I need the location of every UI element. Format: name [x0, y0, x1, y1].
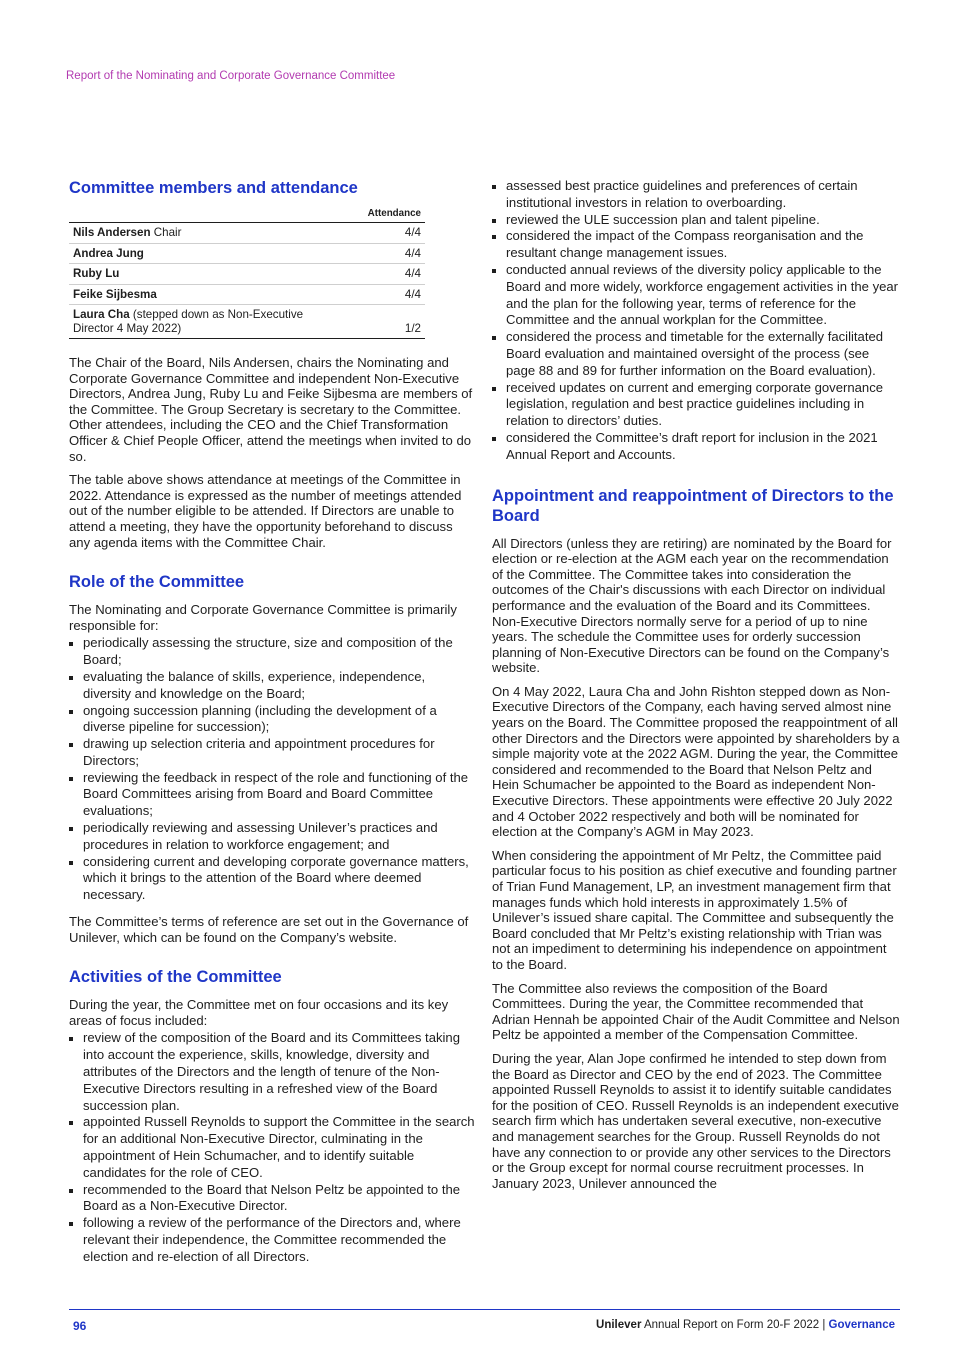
list-item: drawing up selection criteria and appointment procedures for Directors; [69, 736, 476, 770]
role-heading: Role of the Committee [69, 573, 245, 592]
list-item: received updates on current and emerging corporate governance legislation, regulation and best practice guidelines including in relation to directors’ duties. [492, 380, 900, 430]
attendance-value: 4/4 [357, 284, 425, 305]
footer-rule [69, 1309, 900, 1310]
member-note: Chair [150, 226, 182, 239]
right-column [492, 178, 900, 1199]
list-item: appointed Russell Reynolds to support the Committee in the search for an additional Non-Executive Director, culminating in the appointment of Hein Schumacher, and to identify suitable candidates for the role of CEO. [69, 1114, 476, 1181]
member-note: (stepped down as Non-Executive Director 4 May 2022) [73, 308, 304, 335]
member-name: Laura Cha [73, 308, 130, 321]
appointment-paragraph: On 4 May 2022, Laura Cha and John Rishton stepped down as Non-Executive Directors of the Company, each having served almost nine years on the Board. The Committee proposed the reappointment of all other Directors and the Directors were appointed by shareholders by a simple majority vote at the 2022 AGM. During the year, the Committee considered and recommended to the Board that Nelson Peltz and Hein Schumacher be appointed to the Board as independent Non-Executive Directors. These appointments were effective 20 July 2022 and 4 October 2022 respectively and both will be nominated for election at the Company’s AGM in May 2023. [492, 683, 900, 840]
list-item: recommended to the Board that Nelson Peltz be appointed to the Board as a Non-Executive Director. [69, 1182, 476, 1216]
appointment-paragraph: All Directors (unless they are retiring) are nominated by the Board for election or re-election at the AGM each year on the recommendation of the Committee. The Committee takes into consideration the outcomes of the Chair's discussions with each Director on individual performance and the evaluation of the Board and its Committees. Non-Executive Directors normally serve for a period of up to nine years. The schedule the Committee uses for orderly succession planning of Non-Executive Directors can be found on the Company’s website. [492, 535, 892, 676]
activities-list-right [492, 178, 900, 464]
members-heading: Committee members and attendance [69, 179, 358, 197]
list-item: following a review of the performance of the Directors and, where relevant their independence, the Committee recommended the election and re-election of all Directors. [69, 1215, 476, 1265]
footer-brand: Unilever [596, 1319, 642, 1331]
list-item: considered the process and timetable for the externally facilitated Board evaluation and maintained oversight of the process (see page 88 and 89 for further information on the Board evaluation). [492, 329, 900, 379]
list-item: periodically assessing the structure, size and composition of the Board; [69, 635, 476, 669]
appointment-paragraph: The Committee also reviews the composition of the Board Committees. During the year, the Committee recommended that Adrian Hennah be appointed Chair of the Audit Committee and Nelson Peltz be appointed a member of the Compensation Committee. [492, 980, 900, 1043]
activities-list-left [69, 1030, 476, 1265]
appointment-heading: Appointment and reappointment of Directors to the Board [492, 486, 894, 525]
attendance-value: 1/2 [357, 305, 425, 339]
left-column [69, 178, 476, 1276]
member-name: Feike Sijbesma [73, 287, 157, 301]
list-item: review of the composition of the Board and its Committees taking into account the experience, skills, knowledge, diversity and attributes of the Directors and the length of tenure of the Non-Executive Directors resulting in a refreshed view of the Board succession plan. [69, 1030, 476, 1114]
role-outro: The Committee’s terms of reference are set out in the Governance of Unilever, which can be found on the Company’s website. [69, 914, 469, 945]
member-name: Andrea Jung [73, 246, 144, 260]
activities-heading: Activities of the Committee [69, 968, 282, 987]
list-item: periodically reviewing and assessing Unilever’s practices and procedures in relation to workforce engagement; and [69, 820, 476, 854]
role-list [69, 635, 476, 904]
attendance-value: 4/4 [357, 243, 425, 264]
list-item: considered the Committee’s draft report for inclusion in the 2021 Annual Report and Accounts. [492, 430, 900, 464]
running-title: Report of the Nominating and Corporate Governance Committee [66, 70, 396, 82]
list-item: evaluating the balance of skills, experience, independence, diversity and knowledge on the Board; [69, 669, 476, 703]
table-row [69, 243, 425, 264]
members-paragraph: The Chair of the Board, Nils Andersen, chairs the Nominating and Corporate Governance Committee and independent Non-Executive Directors, Andrea Jung, Ruby Lu and Feike Sijbesma are members of the Committee. The Group Secretary is secretary to the Committee. Other attendees, including the CEO and the Chief Transformation Officer & Chief People Officer, attend the meetings when invited to do so. [69, 355, 473, 464]
attendance-value: 4/4 [357, 264, 425, 285]
list-item: reviewing the feedback in respect of the role and functioning of the Board Committees arising from Board and Board Committee evaluations; [69, 770, 476, 820]
activities-intro: During the year, the Committee met on four occasions and its key areas of focus included: [69, 997, 449, 1028]
list-item: considering current and developing corporate governance matters, which it brings to the attention of the Board where deemed necessary. [69, 854, 476, 904]
appointment-paragraph: During the year, Alan Jope confirmed he intended to step down from the Board as Director and CEO by the end of 2023. The Committee appointed Russell Reynolds to assist it to identify suitable candidates for the position of CEO. Russell Reynolds is an independent executive search firm which has undertaken several executive, non-executive and management searches for the Group. Russell Reynolds do not have any connection to or provide any other services to the Directors or the Group except for normal course recruitment processes. In January 2023, Unilever announced the [492, 1050, 899, 1191]
list-item: considered the impact of the Compass reorganisation and the resultant change management issues. [492, 228, 900, 262]
members-paragraph: The table above shows attendance at meetings of the Committee in 2022. Attendance is expressed as the number of meetings attended out of the number eligible to be attended. If Directors are unable to attend a meeting, they have the opportunity beforehand to discuss any agenda items with the Committee Chair. [69, 472, 462, 550]
list-item: assessed best practice guidelines and preferences of certain institutional investors in relation to overboarding. [492, 178, 900, 212]
table-row [69, 284, 425, 305]
role-intro: The Nominating and Corporate Governance Committee is primarily responsible for: [69, 602, 457, 633]
list-item: conducted annual reviews of the diversity policy applicable to the Board and more widely, workforce engagement activities in the year and the plan for the following year, terms of reference for the Committee and the annual workplan for the Committee. [492, 262, 900, 329]
table-row [69, 305, 425, 339]
attendance-value: 4/4 [357, 223, 425, 244]
list-item: ongoing succession planning (including the development of a diverse pipeline for succession); [69, 703, 476, 737]
table-row [69, 223, 425, 244]
attendance-column-header: Attendance [357, 208, 425, 223]
list-item: reviewed the ULE succession plan and talent pipeline. [492, 212, 900, 229]
appointment-paragraph: When considering the appointment of Mr Peltz, the Committee paid particular focus to his position as chief executive and founding partner of Trian Fund Management, LP, an investment management firm that manages funds which hold interests in approximately 1.5% of Unilever’s issued share capital. The Committee and subsequently the Board concluded that Mr Peltz’s existing relationship with Trian was not an impediment to determining his independence on appointment to the Board. [492, 847, 897, 972]
footer-report-line [596, 1319, 895, 1331]
member-name: Ruby Lu [73, 267, 120, 280]
table-row [69, 264, 425, 285]
attendance-table [69, 208, 425, 339]
footer-section: Governance [828, 1319, 895, 1331]
page-number: 96 [73, 1319, 87, 1333]
member-name: Nils Andersen [73, 226, 151, 239]
footer-report-title: Annual Report on Form 20-F 2022 | [641, 1319, 829, 1331]
